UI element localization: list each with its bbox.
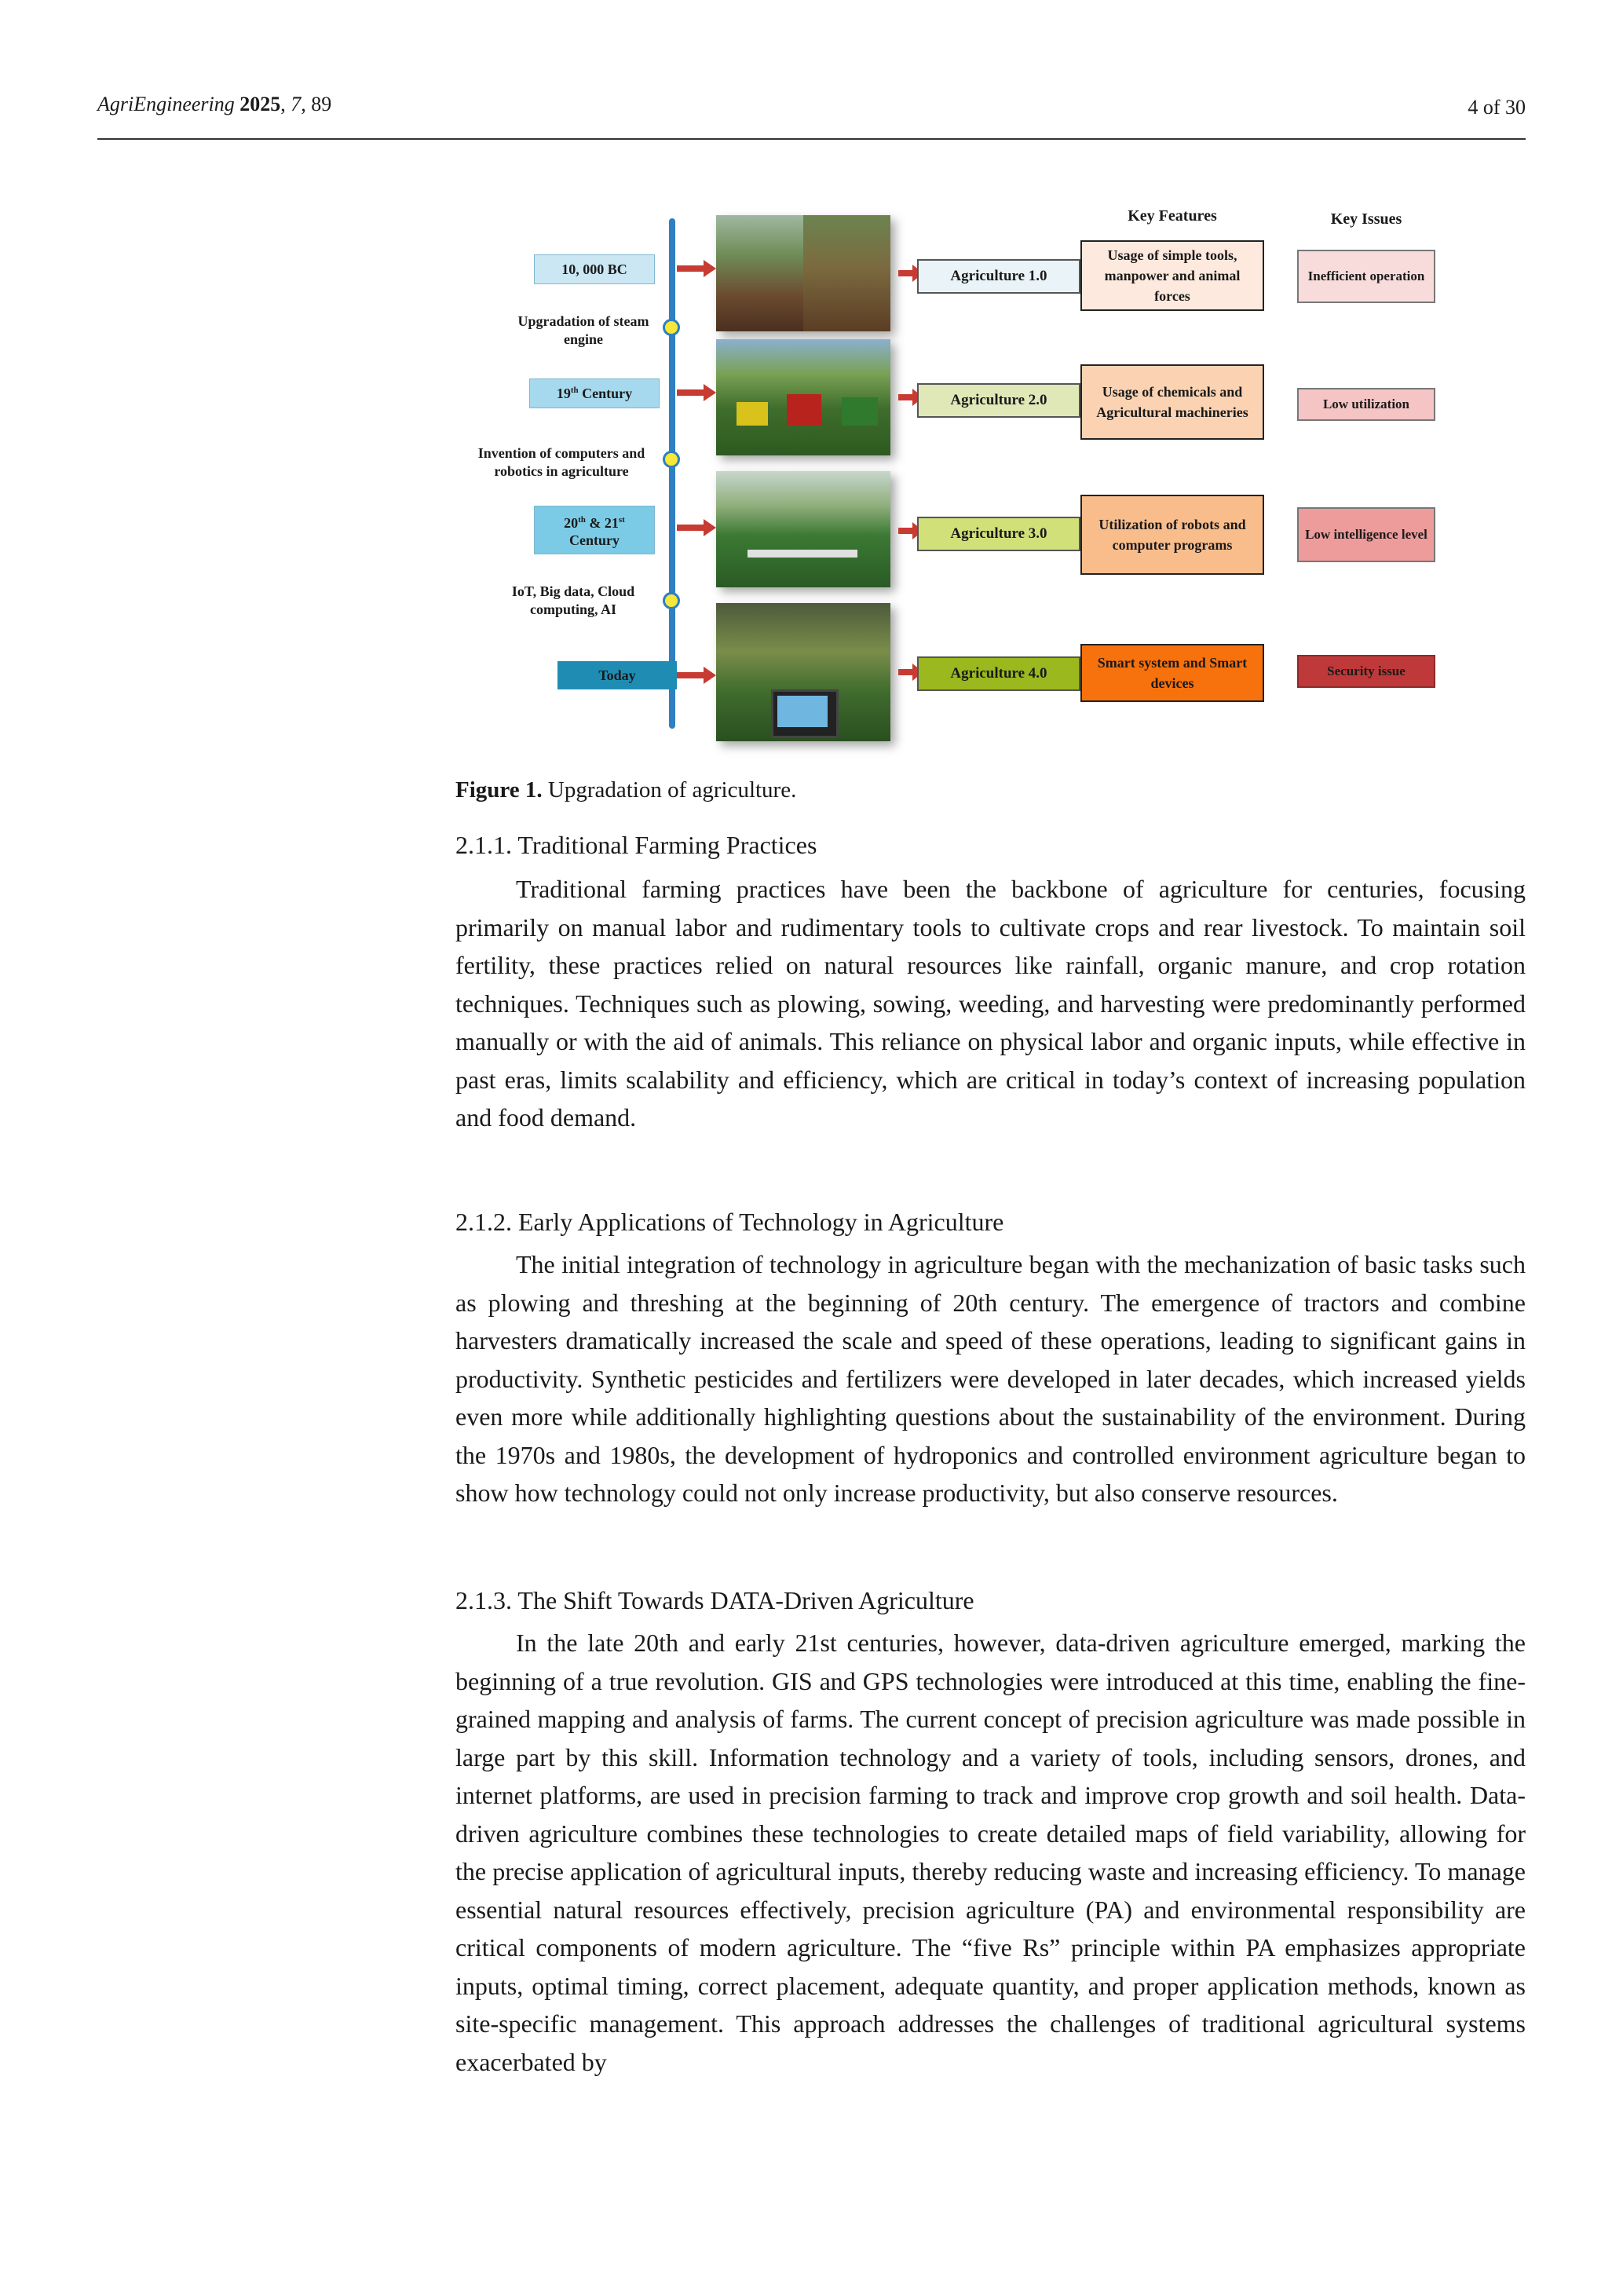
section-heading-early-technology: 2.1.2. Early Applications of Technology in Agriculture — [455, 1208, 1004, 1236]
arrow-right-icon — [677, 389, 705, 396]
journal-name: AgriEngineering — [97, 93, 235, 115]
figure-agriculture-upgradation — [448, 195, 1468, 768]
header-divider — [97, 138, 1526, 140]
stage-agriculture-4: Agriculture 4.0 — [917, 656, 1080, 691]
key-issues-heading: Key Issues — [1330, 210, 1402, 228]
journal-year: 2025 — [239, 93, 281, 115]
issue-security: Security issue — [1297, 655, 1435, 688]
photo-mechanized-farming — [716, 339, 890, 455]
figure-caption-text: Upgradation of agriculture. — [547, 777, 797, 803]
era-today: Today — [557, 661, 677, 689]
milestone-iot-bigdata: IoT, Big data, Cloud computing, AI — [511, 583, 635, 617]
era-19th-century: 19th Century — [529, 378, 660, 408]
section-paragraph-data-driven: In the late 20th and early 21st centuries, however, data-driven agriculture emerged, marking the beginning of a true revolution. GIS and GPS technologies were introduced at this time, enabling the fine-grained mapping and analysis of farms. The current concept of precision agriculture was made possible in large part by this skill. Information technology and a variety of tools, including sensors, drones, and internet platforms, are used in precision farming to track and improve crop growth and soil health. Data-driven agriculture combines these technologies to create detailed maps of field variability, allowing for the precise application of agricultural inputs, thereby reducing waste and increasing efficiency. To manage essential natural resources effectively, precision agriculture (PA) and environmental responsibility are critical components of modern agriculture. The “five Rs” principle within PA emphasizes appropriate inputs, optimal timing, correct placement, adequate quantity, and proper application methods, known as site-specific management. This approach addresses the challenges of traditional agricultural systems exacerbated by — [455, 1629, 1526, 2076]
arrow-right-icon — [677, 265, 705, 272]
arrow-right-icon — [898, 528, 914, 534]
timeline-dot — [663, 451, 680, 468]
timeline-dot — [663, 319, 680, 336]
page-number: 4 of 30 — [1468, 96, 1526, 119]
photo-traditional-farming — [716, 215, 890, 331]
journal-citation: AgriEngineering 2025, 7, 89 — [97, 93, 332, 115]
timeline-dot — [663, 592, 680, 609]
figure-caption-label: Figure 1. — [455, 777, 543, 803]
timeline-axis — [669, 218, 675, 729]
figure-caption — [455, 777, 796, 803]
journal-volume: 7 — [291, 93, 302, 115]
milestone-steam-engine: Upgradation of steam engine — [517, 313, 649, 347]
era-10000bc: 10, 000 BC — [534, 254, 655, 284]
section-paragraph-traditional: Traditional farming practices have been the backbone of agriculture for centuries, focusing primarily on manual labor and rudimentary tools to cultivate crops and rear livestock. To maintain soil fertility, these practices relied on natural resources like rainfall, organic manure, and crop rotation techniques. Techniques such as plowing, sowing, weeding, and harvesting were predominantly performed manually or with the aid of animals. This reliance on physical labor and organic inputs, while effective in past eras, limits scalability and efficiency, which are critical in today’s context of increasing population and food demand. — [455, 875, 1526, 1132]
journal-article: , 89 — [301, 93, 332, 115]
stage-agriculture-2: Agriculture 2.0 — [917, 383, 1080, 418]
feature-simple-tools: Usage of simple tools, manpower and animal forces — [1080, 240, 1264, 311]
issue-low-intelligence: Low intelligence level — [1297, 507, 1435, 562]
arrow-right-icon — [898, 394, 914, 400]
feature-smart-devices: Smart system and Smart devices — [1080, 644, 1264, 702]
section-heading-data-driven: 2.1.3. The Shift Towards DATA-Driven Agriculture — [455, 1586, 974, 1614]
issue-low-utilization: Low utilization — [1297, 388, 1435, 421]
arrow-right-icon — [677, 672, 705, 678]
section-paragraph-early-technology: The initial integration of technology in agriculture began with the mechanization of basic tasks such as plowing and threshing at the beginning of 20th century. The emergence of tractors and combine harvesters dramatically increased the scale and speed of these operations, leading to significant gains in productivity. Synthetic pesticides and fertilizers were developed in later decades, which increased yields even more while additionally highlighting questions about the sustainability of the environment. During the 1970s and 1980s, the development of hydroponics and controlled environment agriculture began to show how technology could not only increase productivity, but also conserve resources. — [455, 1250, 1526, 1507]
milestone-computers-robotics: Invention of computers and robotics in agriculture — [477, 445, 645, 479]
section-heading-traditional: 2.1.1. Traditional Farming Practices — [455, 831, 817, 859]
photo-robotics-greenhouse — [716, 471, 890, 587]
feature-chemicals-machinery: Usage of chemicals and Agricultural machineries — [1080, 364, 1264, 440]
photo-smart-farming — [716, 603, 890, 741]
issue-inefficient-operation: Inefficient operation — [1297, 250, 1435, 303]
stage-agriculture-1: Agriculture 1.0 — [917, 259, 1080, 294]
arrow-right-icon — [898, 270, 914, 276]
stage-agriculture-3: Agriculture 3.0 — [917, 517, 1080, 551]
arrow-right-icon — [677, 525, 705, 531]
arrow-right-icon — [898, 669, 914, 675]
era-20th-21st-century: 20th & 21st Century — [534, 506, 655, 554]
key-features-heading: Key Features — [1128, 207, 1217, 225]
feature-robots-programs: Utilization of robots and computer programs — [1080, 495, 1264, 575]
